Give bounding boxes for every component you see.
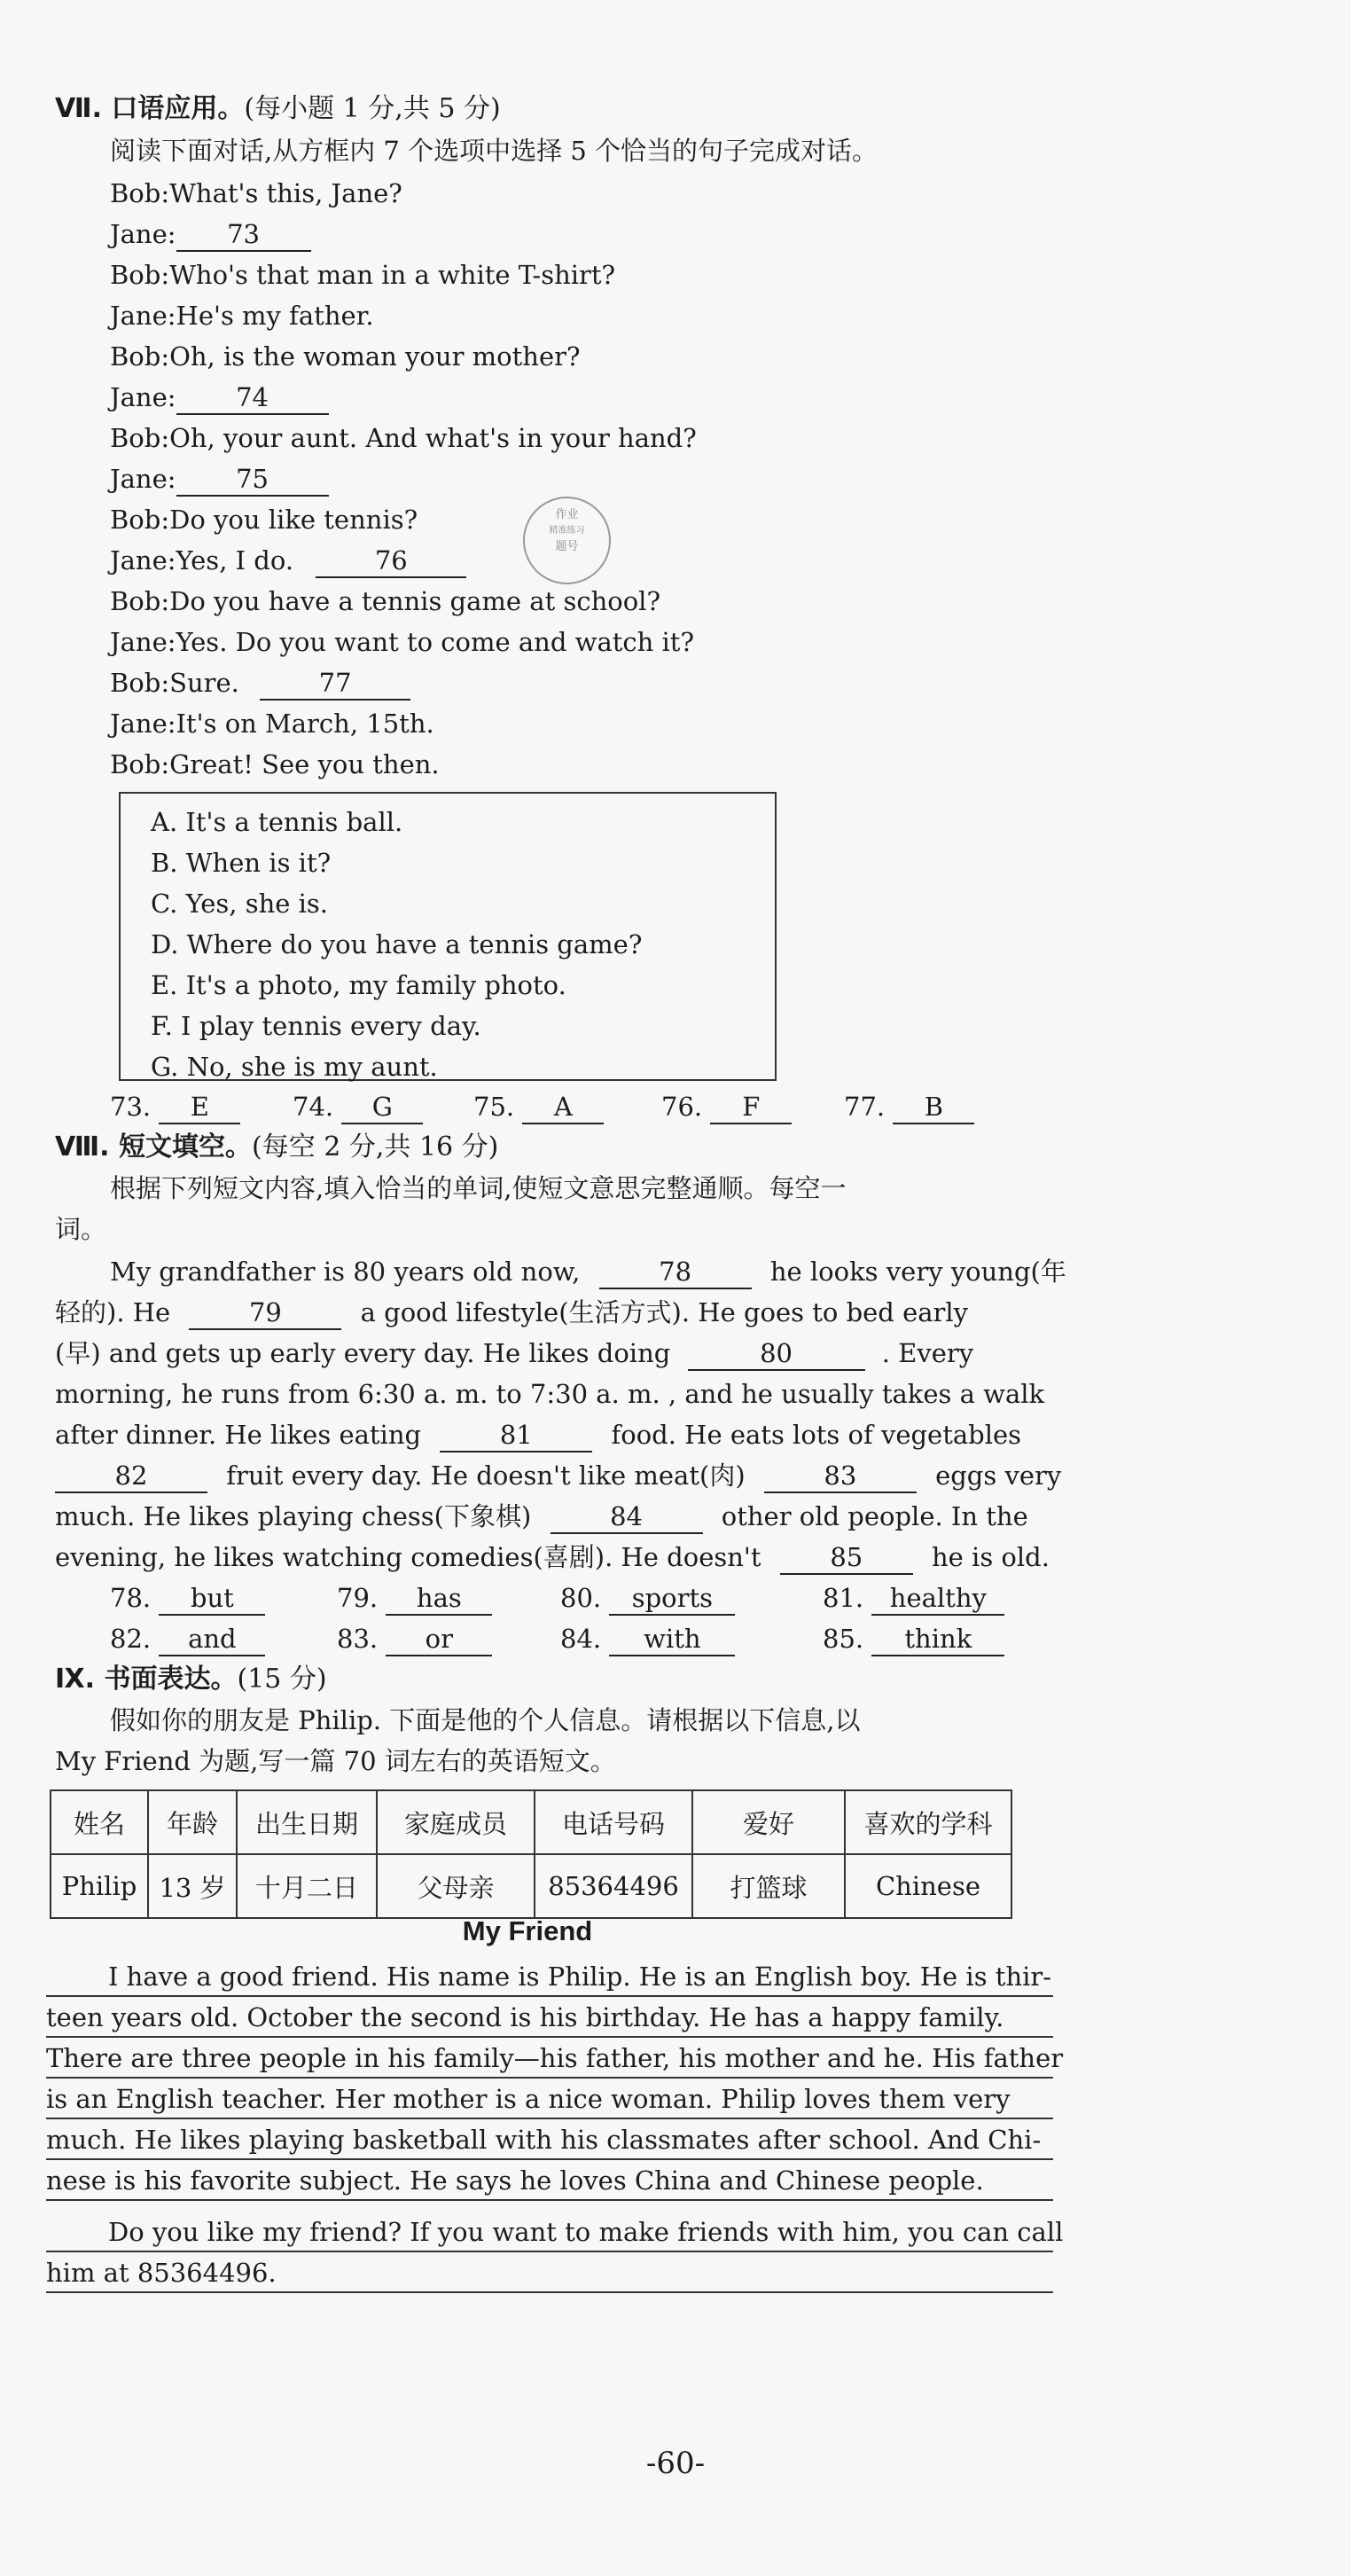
essay-line: is an English teacher. Her mother is a nice woman. Philip loves them very (46, 2079, 1053, 2119)
dialogue-line: Jane:It's on March, 15th. (110, 709, 434, 739)
section-7-title: Ⅶ. 口语应用。 (55, 93, 245, 124)
passage-text: (早) and gets up early every day. He likes doing (55, 1338, 671, 1368)
passage-text: fruit every day. He doesn't like meat(肉) (226, 1460, 746, 1491)
essay-line: nese is his favorite subject. He says he loves China and Chinese people. (46, 2160, 1053, 2201)
dialogue-line (110, 380, 329, 415)
blank-82[interactable]: 82 (55, 1460, 207, 1493)
speaker: Jane: (110, 219, 176, 249)
answer-value[interactable]: sports (609, 1582, 735, 1616)
answer-81 (823, 1580, 1004, 1616)
blank-73[interactable]: 73 (176, 218, 311, 252)
section-8-points: (每空 2 分,共 16 分) (252, 1131, 499, 1163)
option-c: C. Yes, she is. (151, 889, 329, 919)
table-header: 出生日期 (237, 1790, 377, 1854)
essay-paragraph-1 (46, 1956, 1064, 2201)
table-cell: Chinese (845, 1854, 1011, 1918)
answer-number: 85. (823, 1624, 864, 1654)
essay-line: much. He likes playing basketball with his classmates after school. And Chi- (46, 2119, 1053, 2160)
passage-text: much. He likes playing chess(下象棋) (55, 1501, 532, 1531)
blank-75[interactable]: 75 (176, 463, 329, 497)
answer-83 (337, 1621, 492, 1656)
answer-number: 76. (661, 1092, 703, 1122)
blank-77[interactable]: 77 (260, 667, 410, 701)
blank-74[interactable]: 74 (176, 381, 329, 415)
speaker: Jane: (110, 464, 176, 494)
answer-value[interactable]: or (386, 1623, 492, 1656)
passage-line (55, 1295, 968, 1330)
blank-76[interactable]: 76 (316, 544, 466, 578)
passage-text: eggs very (935, 1460, 1062, 1491)
answer-value[interactable]: B (893, 1091, 974, 1124)
answer-number: 77. (844, 1092, 886, 1122)
dialogue-line: Bob:Who's that man in a white T-shirt? (110, 260, 616, 290)
answer-number: 75. (473, 1092, 515, 1122)
info-table (50, 1789, 1012, 1919)
section-8-instruction: 根据下列短文内容,填入恰当的单词,使短文意思完整通顺。每空一 (110, 1173, 847, 1203)
passage-text: My grandfather is 80 years old now, (110, 1257, 581, 1287)
section-8-heading (55, 1130, 498, 1165)
answer-value[interactable]: A (522, 1091, 604, 1124)
table-header: 电话号码 (535, 1790, 692, 1854)
passage-line (55, 1539, 1050, 1575)
answer-78 (110, 1580, 265, 1616)
table-header: 喜欢的学科 (845, 1790, 1011, 1854)
option-b: B. When is it? (151, 848, 332, 878)
option-a: A. It's a tennis ball. (151, 807, 403, 837)
answer-value[interactable]: with (609, 1623, 735, 1656)
section-9-instruction-cont: My Friend 为题,写一篇 70 词左右的英语短文。 (55, 1746, 616, 1776)
dialogue-line: Bob:Oh, is the woman your mother? (110, 341, 581, 372)
passage-text: after dinner. He likes eating (55, 1420, 422, 1450)
answer-76 (661, 1089, 792, 1124)
table-cell: 十月二日 (237, 1854, 377, 1918)
answer-number: 83. (337, 1624, 379, 1654)
page-number: -60- (645, 2446, 706, 2481)
watermark-stamp (523, 497, 611, 584)
answer-number: 82. (110, 1624, 152, 1654)
option-f: F. I play tennis every day. (151, 1011, 481, 1041)
section-8-instruction-cont: 词。 (55, 1214, 107, 1244)
section-9-heading (55, 1662, 327, 1697)
section-7-instruction: 阅读下面对话,从方框内 7 个选项中选择 5 个恰当的句子完成对话。 (110, 136, 878, 166)
speaker: Bob:Sure. (110, 668, 239, 698)
stamp-text: 精准练习 (549, 526, 585, 536)
answer-79 (337, 1580, 492, 1616)
answer-value[interactable]: but (159, 1582, 265, 1616)
answer-77 (844, 1089, 974, 1124)
answer-75 (473, 1089, 604, 1124)
dialogue-line: Bob:What's this, Jane? (110, 178, 402, 208)
options-box (119, 792, 777, 1081)
table-cell: 13 岁 (148, 1854, 237, 1918)
speaker: Jane: (110, 382, 176, 412)
section-9-points: (15 分) (237, 1664, 327, 1695)
answer-74 (293, 1089, 423, 1124)
table-header: 爱好 (692, 1790, 845, 1854)
table-header: 家庭成员 (377, 1790, 535, 1854)
table-cell: 85364496 (535, 1854, 692, 1918)
answer-number: 80. (560, 1583, 602, 1613)
stamp-text: 题号 (555, 540, 579, 553)
answer-73 (110, 1089, 240, 1124)
dialogue-line: Bob:Do you like tennis? (110, 505, 418, 535)
dialogue-line (110, 543, 466, 578)
option-d: D. Where do you have a tennis game? (151, 929, 643, 959)
essay-line: I have a good friend. His name is Philip. He is an English boy. He is thir- (46, 1956, 1053, 1997)
answer-value[interactable]: G (341, 1091, 423, 1124)
blank-84[interactable]: 84 (551, 1500, 703, 1534)
essay-paragraph-2 (46, 2212, 1064, 2293)
blank-78[interactable]: 78 (599, 1256, 752, 1289)
answer-80 (560, 1580, 735, 1616)
answer-number: 78. (110, 1583, 152, 1613)
passage-line: morning, he runs from 6:30 a. m. to 7:30 a. m. , and he usually takes a walk (55, 1379, 1045, 1409)
dialogue-line: Bob:Do you have a tennis game at school? (110, 586, 660, 616)
blank-79[interactable]: 79 (189, 1296, 341, 1330)
blank-83[interactable]: 83 (764, 1460, 917, 1493)
section-7-heading (55, 91, 501, 127)
passage-text: 轻的). He (55, 1297, 171, 1327)
passage-line (55, 1335, 973, 1371)
section-7-points: (每小题 1 分,共 5 分) (244, 93, 501, 124)
dialogue-line: Bob:Oh, your aunt. And what's in your hand? (110, 423, 697, 453)
stamp-text: 作业 (555, 508, 579, 521)
essay-line: There are three people in his family—his father, his mother and he. His father (46, 2038, 1053, 2079)
answer-value[interactable]: think (871, 1623, 1004, 1656)
passage-text: other old people. In the (721, 1501, 1028, 1531)
passage-text: evening, he likes watching comedies(喜剧). He doesn't (55, 1542, 761, 1572)
answer-number: 73. (110, 1092, 152, 1122)
answer-value[interactable]: healthy (871, 1582, 1004, 1616)
answer-85 (823, 1621, 1004, 1656)
dialogue-line: Jane:He's my father. (110, 301, 374, 331)
passage-line (55, 1458, 1061, 1493)
passage-text: food. He eats lots of vegetables (611, 1420, 1022, 1450)
dialogue-line: Jane:Yes. Do you want to come and watch it? (110, 627, 694, 657)
answer-number: 81. (823, 1583, 864, 1613)
answer-number: 79. (337, 1583, 379, 1613)
table-header: 年龄 (148, 1790, 237, 1854)
answer-82 (110, 1621, 265, 1656)
passage-line (55, 1499, 1028, 1534)
answer-number: 74. (293, 1092, 334, 1122)
passage-line (55, 1417, 1021, 1452)
table-header-row (51, 1790, 1011, 1854)
passage-text: he looks very young(年 (769, 1257, 1066, 1287)
essay-line: him at 85364496. (46, 2252, 1053, 2293)
option-e: E. It's a photo, my family photo. (151, 970, 566, 1000)
table-cell: 打篮球 (692, 1854, 845, 1918)
section-9-title: Ⅸ. 书面表达。 (55, 1664, 238, 1695)
essay-title: My Friend (462, 1915, 593, 1946)
dialogue-line (110, 216, 311, 252)
option-g: G. No, she is my aunt. (151, 1052, 438, 1082)
blank-80[interactable]: 80 (688, 1337, 865, 1371)
speaker: Jane:Yes, I do. (110, 545, 294, 575)
passage-text: . Every (881, 1338, 974, 1368)
section-9-instruction: 假如你的朋友是 Philip. 下面是他的个人信息。请根据以下信息,以 (110, 1705, 861, 1735)
dialogue-line (110, 461, 329, 497)
blank-81[interactable]: 81 (440, 1419, 592, 1452)
answer-value[interactable]: E (159, 1091, 240, 1124)
passage-text: he is old. (932, 1542, 1050, 1572)
answer-value[interactable]: and (159, 1623, 265, 1656)
passage-line (110, 1254, 1066, 1289)
blank-85[interactable]: 85 (780, 1541, 913, 1575)
table-header: 姓名 (51, 1790, 148, 1854)
essay-line: Do you like my friend? If you want to make friends with him, you can call (46, 2212, 1053, 2252)
dialogue-line: Bob:Great! See you then. (110, 749, 440, 779)
answer-number: 84. (560, 1624, 602, 1654)
section-8-title: Ⅷ. 短文填空。 (55, 1131, 253, 1163)
answer-value[interactable]: F (710, 1091, 792, 1124)
table-row (51, 1854, 1011, 1918)
essay-line: teen years old. October the second is his birthday. He has a happy family. (46, 1997, 1053, 2038)
answer-value[interactable]: has (386, 1582, 492, 1616)
answer-84 (560, 1621, 735, 1656)
table-cell: Philip (51, 1854, 148, 1918)
table-cell: 父母亲 (377, 1854, 535, 1918)
dialogue-line (110, 665, 410, 701)
passage-text: a good lifestyle(生活方式). He goes to bed early (360, 1297, 969, 1327)
